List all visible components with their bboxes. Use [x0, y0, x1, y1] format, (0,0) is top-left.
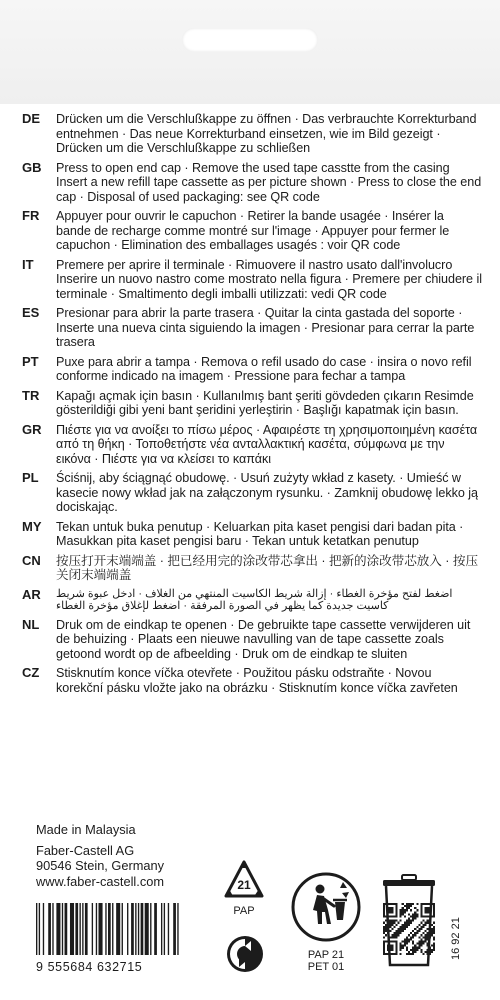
instruction-text: Puxe para abrir a tampa · Remova o refil usado do case · insira o novo refil conforme indicado na imagem · Pressione para fechar a tampa — [56, 354, 472, 383]
instruction-de — [22, 112, 482, 156]
language-code: PL — [22, 470, 39, 485]
company-website: www.faber-castell.com — [36, 873, 165, 889]
green-dot-icon — [226, 935, 264, 973]
instruction-it — [22, 258, 482, 302]
instruction-fr — [22, 209, 482, 253]
tidyman-icon — [291, 872, 361, 942]
instruction-tr — [22, 389, 482, 418]
hang-slot — [182, 28, 318, 52]
language-code: GR — [22, 421, 42, 437]
instruction-es — [22, 306, 482, 350]
instruction-text: Drücken um die Verschlußkappe zu öffnen · Das verbrauchte Korrekturband entnehmen · Das neue Korrekturband einsetzen, wie im Bild gezeigt · Drücken um die Verschlußkappe zu schließen — [56, 112, 477, 155]
instruction-text: Appuyer pour ouvrir le capuchon · Retirer la bande usagée · Insérer la bande de recharge comme montré sur l'image · Appuyer pour fermer le capuchon · Elimination des emballages usagés : voir QR code — [56, 209, 450, 252]
instruction-my — [22, 520, 482, 549]
language-code: DE — [22, 111, 41, 126]
instruction-pl — [22, 471, 482, 515]
barcode — [36, 903, 180, 955]
language-code: ES — [22, 305, 40, 320]
language-code: TR — [22, 387, 40, 403]
recycling-code-label: PAP — [233, 905, 255, 917]
instruction-text: Ściśnij, aby ściągnąć obudowę. · Usuń zużyty wkład z kasety. · Umieść w kasecie nowy wkład jak na załączonym rysunku. · Zamknij obudowę lekko ją dociskając. — [56, 471, 478, 514]
instruction-ar — [22, 588, 482, 613]
instruction-nl — [22, 618, 482, 662]
instruction-cn — [22, 554, 482, 583]
instruction-gb — [22, 161, 482, 205]
language-code: AR — [22, 586, 41, 602]
hang-tab-area — [0, 0, 500, 104]
instruction-cz — [22, 666, 482, 695]
tidyman-label — [296, 950, 356, 973]
language-code: CZ — [22, 665, 40, 680]
instruction-gr — [22, 423, 482, 467]
tidyman-label-line-2: PET 01 — [307, 960, 345, 973]
tidyman-label-line-1: PAP 21 — [307, 949, 345, 961]
language-code: NL — [22, 616, 40, 632]
instruction-text: 按压打开末端端盖 · 把已经用完的涂改带芯拿出 · 把新的涂改带芯放入 · 按压关闭末端端盖 — [56, 553, 478, 582]
language-code: PT — [22, 353, 39, 369]
company-address: 90546 Stein, Germany — [36, 858, 165, 874]
trash-bin-icon — [380, 873, 438, 969]
instructions-list — [22, 112, 482, 700]
instruction-text: Druk om de eindkap te openen · De gebruikte tape cassette verwijderen uit de behuizing · Plaats een nieuwe navulling van de tape cassette zoals getoond wordt op de afbeelding · Druk om de eindkap te sluiten — [56, 617, 471, 661]
language-code: MY — [22, 518, 42, 534]
company-info — [36, 843, 164, 889]
instruction-text: Tekan untuk buka penutup · Keluarkan pita kaset pengisi dari badan pita · Masukkan pita kaset pengisi baru · Tekan untuk ketatkan penutup — [56, 519, 464, 548]
language-code: GB — [22, 159, 42, 175]
made-in-text: Made in Malaysia — [36, 822, 136, 837]
instruction-text: Kapağı açmak için basın · Kullanılmış bant şeriti gövdeden çıkarın Resimde gösterildiği gibi yeni bant şeridini yerleştirin · Başlığı kapatmak için basın. — [56, 388, 474, 417]
barcode-number: 9 555684 632715 — [36, 960, 143, 974]
language-code: IT — [22, 256, 34, 272]
language-code: FR — [22, 208, 40, 223]
recycling-code-number: 21 — [237, 878, 251, 892]
article-code: 16 92 21 — [450, 917, 462, 960]
instruction-text: Premere per aprire il terminale · Rimuovere il nastro usato dall'involucro Inserire un nuovo nastro come mostrato nella figura · Premere per chiudere il terminale · Smaltimento degli imballi utilizzati: vedi QR code — [56, 257, 482, 301]
instruction-pt — [22, 355, 482, 384]
instruction-text: Πιέστε για να ανοίξει το πίσω μέρος · Αφαιρέστε τη χρησιμοποιημένη κασέτα από τη θήκη · Τοποθετήστε νέα ανταλλακτική κασέτα, σύμφωνα με την εικόνα · Πιέστε για να κλείσει το καπάκι — [56, 422, 478, 466]
company-name: Faber-Castell AG — [36, 843, 135, 858]
recycling-triangle-icon — [222, 858, 266, 904]
language-code: CN — [22, 552, 41, 568]
instruction-text: اضغط لفتح مؤخرة الغطاء · إزالة شريط الكاسيت المنتهي من الغلاف · ادخل عبوة شريط كاسيت جديدة كما يظهر في الصورة المرفقة · اضغط لإغلاق مؤخرة الغطاء — [56, 587, 453, 612]
instruction-text: Press to open end cap · Remove the used tape casstte from the casing Insert a new refill tape cassette as per picture shown · Press to close the end cap · Disposal of used packaging: see QR code — [56, 160, 482, 204]
instruction-text: Stisknutím konce víčka otevřete · Použitou pásku odstraňte · Novou korekční pásku vložte jako na obrázku · Stisknutím konce víčka zavřeten — [56, 666, 458, 695]
instruction-text: Presionar para abrir la parte trasera · Quitar la cinta gastada del soporte · Inserte una nueva cinta siguiendo la imagen · Presionar para cerrar la parte trasera — [56, 306, 475, 349]
